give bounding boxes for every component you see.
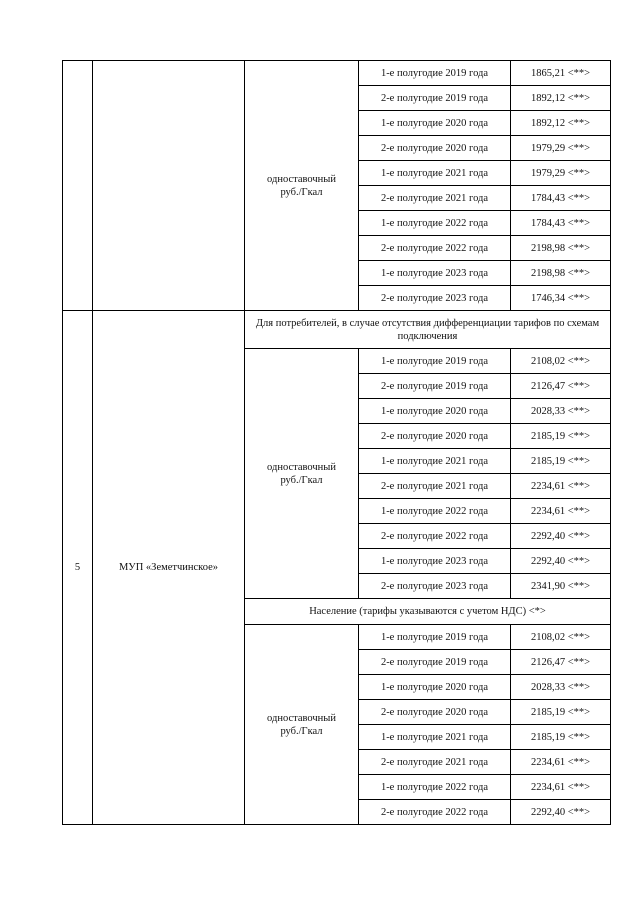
period-cell: 1-е полугодие 2023 года (358, 548, 510, 573)
value-cell: 2108,02 <**> (510, 624, 611, 649)
period-cell: 2-е полугодие 2022 года (358, 523, 510, 548)
period-cell: 2-е полугодие 2021 года (358, 749, 510, 774)
value-cell: 2234,61 <**> (510, 498, 611, 523)
period-cell: 2-е полугодие 2023 года (358, 573, 510, 598)
value-cell: 2108,02 <**> (510, 348, 611, 373)
period-cell: 2-е полугодие 2023 года (358, 285, 510, 310)
value-cell: 1784,43 <**> (510, 185, 611, 210)
period-cell: 2-е полугодие 2019 года (358, 373, 510, 398)
period-cell: 2-е полугодие 2022 года (358, 235, 510, 260)
row-number-cell: 5 (62, 310, 92, 825)
value-cell: 2198,98 <**> (510, 235, 611, 260)
value-cell: 1784,43 <**> (510, 210, 611, 235)
value-cell: 1892,12 <**> (510, 85, 611, 110)
value-cell: 2292,40 <**> (510, 548, 611, 573)
value-cell: 2292,40 <**> (510, 799, 611, 825)
value-cell: 1979,29 <**> (510, 160, 611, 185)
period-cell: 1-е полугодие 2020 года (358, 674, 510, 699)
value-cell: 2028,33 <**> (510, 398, 611, 423)
value-cell: 2028,33 <**> (510, 674, 611, 699)
value-cell: 2185,19 <**> (510, 448, 611, 473)
tariff-unit-cell: одноставочный руб./Гкал (244, 624, 358, 825)
consumer-group-header: Для потребителей, в случае отсутствия дифференциации тарифов по схемам подключения (244, 310, 611, 348)
period-cell: 1-е полугодие 2022 года (358, 210, 510, 235)
tariff-unit-cell: одноставочный руб./Гкал (244, 60, 358, 310)
period-cell: 2-е полугодие 2021 года (358, 185, 510, 210)
value-cell: 2234,61 <**> (510, 473, 611, 498)
value-cell: 1865,21 <**> (510, 60, 611, 85)
value-cell: 2341,90 <**> (510, 573, 611, 598)
tariff-unit-cell: одноставочный руб./Гкал (244, 348, 358, 598)
period-cell: 1-е полугодие 2020 года (358, 110, 510, 135)
period-cell: 1-е полугодие 2020 года (358, 398, 510, 423)
value-cell: 1892,12 <**> (510, 110, 611, 135)
value-cell: 2185,19 <**> (510, 724, 611, 749)
period-cell: 1-е полугодие 2021 года (358, 724, 510, 749)
period-cell: 1-е полугодие 2021 года (358, 160, 510, 185)
period-cell: 2-е полугодие 2021 года (358, 473, 510, 498)
organization-name-cell: МУП «Земетчинское» (92, 310, 244, 825)
period-cell: 1-е полугодие 2019 года (358, 60, 510, 85)
organization-cell-empty (92, 60, 244, 310)
period-cell: 1-е полугодие 2022 года (358, 774, 510, 799)
value-cell: 2185,19 <**> (510, 423, 611, 448)
value-cell: 1979,29 <**> (510, 135, 611, 160)
period-cell: 2-е полугодие 2019 года (358, 85, 510, 110)
period-cell: 2-е полугодие 2020 года (358, 423, 510, 448)
period-cell: 1-е полугодие 2021 года (358, 448, 510, 473)
period-cell: 2-е полугодие 2020 года (358, 135, 510, 160)
period-cell: 2-е полугодие 2019 года (358, 649, 510, 674)
value-cell: 2234,61 <**> (510, 774, 611, 799)
value-cell: 2185,19 <**> (510, 699, 611, 724)
period-cell: 2-е полугодие 2022 года (358, 799, 510, 825)
value-cell: 1746,34 <**> (510, 285, 611, 310)
value-cell: 2126,47 <**> (510, 373, 611, 398)
value-cell: 2234,61 <**> (510, 749, 611, 774)
period-cell: 1-е полугодие 2023 года (358, 260, 510, 285)
number-cell-empty (62, 60, 92, 310)
population-group-header: Население (тарифы указываются с учетом НДС) <*> (244, 598, 611, 624)
period-cell: 1-е полугодие 2019 года (358, 624, 510, 649)
period-cell: 2-е полугодие 2020 года (358, 699, 510, 724)
period-cell: 1-е полугодие 2022 года (358, 498, 510, 523)
value-cell: 2126,47 <**> (510, 649, 611, 674)
value-cell: 2198,98 <**> (510, 260, 611, 285)
period-cell: 1-е полугодие 2019 года (358, 348, 510, 373)
value-cell: 2292,40 <**> (510, 523, 611, 548)
